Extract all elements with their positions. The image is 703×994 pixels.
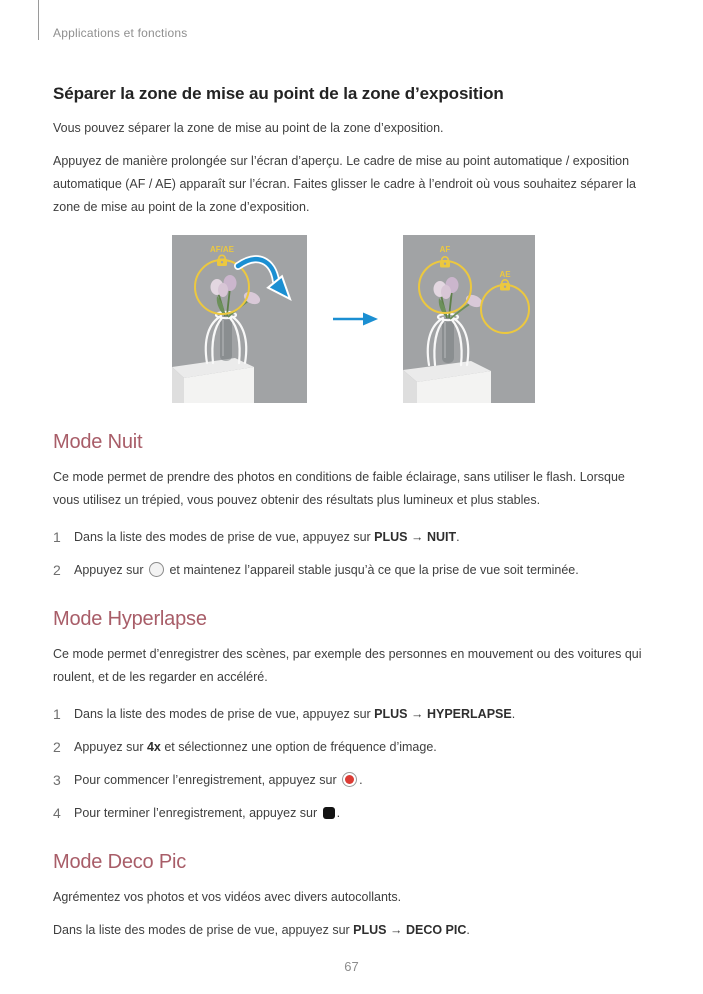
step-text: Pour commencer l’enregistrement, appuyez sur . [74, 773, 363, 787]
step-item [53, 704, 653, 724]
mode-hyperlapse-steps [53, 704, 653, 823]
step-number: 1 [53, 706, 61, 722]
menu-label: 4x [146, 740, 161, 754]
paragraph: Appuyez de manière prolongée sur l’écran d’aperçu. Le cadre de mise au point automatique / exposition automatique (AF / AE) apparaît sur l’écran. Faites glisser le cadre à l’endroit où vous souhaitez séparer la zone de mise au point de la zone d’exposition. [53, 154, 636, 214]
step-number: 1 [53, 529, 61, 545]
step-item [53, 737, 653, 757]
paragraph: Dans la liste des modes de prise de vue, appuyez sur PLUS → DECO PIC. [53, 923, 470, 937]
step-text: Dans la liste des modes de prise de vue, appuyez sur PLUS → HYPERLAPSE. [74, 707, 516, 721]
camera-preview-after [403, 235, 535, 403]
paragraph: Vous pouvez séparer la zone de mise au point de la zone d’exposition. [53, 121, 444, 135]
step-number: 2 [53, 739, 61, 755]
paragraph: Ce mode permet de prendre des photos en conditions de faible éclairage, sans utiliser le flash. Lorsque vous utilisez un trépied, vous pouvez obtenir des résultats plus lumineux et plus stables. [53, 470, 625, 507]
camera-shutter-button-icon [149, 562, 164, 577]
breadcrumb: Applications et fonctions [53, 26, 188, 40]
step-text: Appuyez sur 4x et sélectionnez une option de fréquence d’image. [74, 740, 437, 754]
paragraph: Ce mode permet d’enregistrer des scènes, par exemple des personnes en mouvement ou des voitures qui roulent, et de les regarder en accéléré. [53, 647, 642, 684]
mode-deco-pic-heading: Mode Deco Pic [53, 851, 187, 873]
video-record-button-icon [342, 772, 357, 787]
af-label: AF [439, 245, 450, 254]
arrow-glyph: → [386, 923, 406, 937]
step-item [53, 803, 653, 823]
page-title: Séparer la zone de mise au point de la zone d’exposition [53, 84, 504, 103]
mode-hyperlapse-heading: Mode Hyperlapse [53, 608, 207, 630]
arrow-glyph: → [407, 707, 427, 721]
menu-label: NUIT [426, 530, 457, 544]
header-rule [38, 0, 39, 40]
af-ae-label: AF/AE [209, 245, 234, 254]
step-item [53, 527, 653, 547]
video-stop-button-icon [323, 807, 335, 819]
step-item [53, 560, 653, 580]
mode-nuit-steps [53, 527, 653, 580]
step-text: Dans la liste des modes de prise de vue, appuyez sur PLUS → NUIT. [74, 530, 460, 544]
step-item [53, 770, 653, 790]
menu-label: DECO PIC [405, 923, 467, 937]
paragraph: Agrémentez vos photos et vos vidéos avec divers autocollants. [53, 890, 402, 904]
menu-label: PLUS [374, 707, 408, 721]
menu-label: PLUS [374, 530, 408, 544]
mode-nuit-heading: Mode Nuit [53, 431, 143, 453]
step-number: 3 [53, 772, 61, 788]
step-number: 2 [53, 562, 61, 578]
camera-preview-figure [53, 235, 653, 403]
camera-preview-before [172, 235, 307, 403]
step-text: Appuyez sur et maintenez l’appareil stable jusqu’à ce que la prise de vue soit terminée. [74, 563, 579, 577]
step-text: Pour terminer l’enregistrement, appuyez sur . [74, 806, 341, 820]
page-content [53, 84, 653, 952]
ae-label: AE [498, 270, 511, 279]
menu-label: HYPERLAPSE [426, 707, 512, 721]
step-number: 4 [53, 805, 61, 821]
page-number: 67 [344, 959, 359, 974]
arrow-glyph: → [407, 530, 427, 544]
arrow-right-icon [331, 311, 379, 327]
menu-label: PLUS [353, 923, 387, 937]
